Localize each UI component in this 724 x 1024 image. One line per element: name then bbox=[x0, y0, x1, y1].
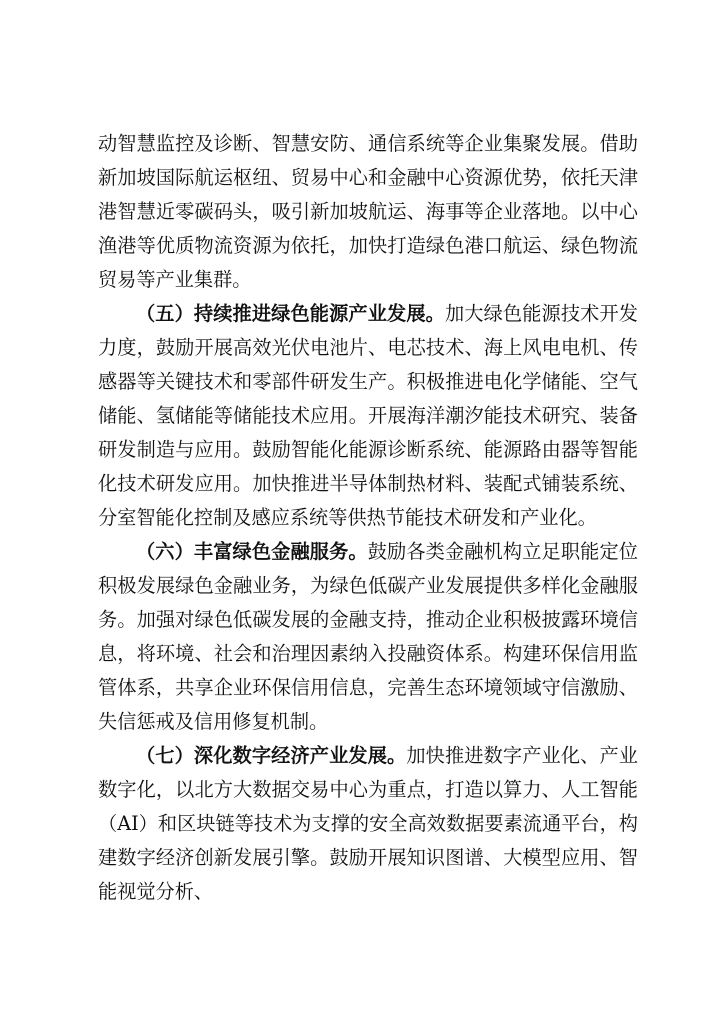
paragraph-text: 鼓励各类金融机构立足职能定位积极发展绿色金融业务，为绿色低碳产业发展提供多样化金融服务。加强对绿色低碳发展的金融支持，推动企业积极披露环境信息，将环境、社会和治理因素纳入投融资体系。构建环保信用监管体系，共享企业环保信用信息，完善生态环境领域守信激励、失信惩戒及信用修复机制。 bbox=[98, 540, 638, 733]
paragraph-continuation bbox=[98, 127, 638, 297]
paragraph-text: 加快推进数字产业化、产业数字化，以北方大数据交易中心为重点，打造以算力、人工智能（AI）和区块链等技术为支撑的安全高效数据要素流通平台，构建数字经济创新发展引擎。鼓励开展知识图谱、大模型应用、智能视觉分析、 bbox=[98, 744, 638, 903]
paragraph-text: 加大绿色能源技术开发力度，鼓励开展高效光伏电池片、电芯技术、海上风电电机、传感器等关键技术和零部件研发生产。积极推进电化学储能、空气储能、氢储能等储能技术应用。开展海洋潮汐能技术研究、装备研发制造与应用。鼓励智能化能源诊断系统、能源路由器等智能化技术研发应用。加快推进半导体制热材料、装配式铺装系统、分室智能化控制及感应系统等供热节能技术研发和产业化。 bbox=[98, 302, 638, 529]
paragraph-green-finance bbox=[98, 535, 638, 739]
paragraph-green-energy bbox=[98, 297, 638, 535]
document-body bbox=[98, 127, 638, 909]
section-heading-digital-economy: （七）深化数字经济产业发展。 bbox=[136, 744, 407, 767]
paragraph-text: 动智慧监控及诊断、智慧安防、通信系统等企业集聚发展。借助新加坡国际航运枢纽、贸易中心和金融中心资源优势，依托天津港智慧近零碳码头，吸引新加坡航运、海事等企业落地。以中心渔港等优质物流资源为依托，加快打造绿色港口航运、绿色物流贸易等产业集群。 bbox=[98, 132, 638, 291]
section-heading-green-energy: （五）持续推进绿色能源产业发展。 bbox=[136, 302, 445, 325]
section-heading-green-finance: （六）丰富绿色金融服务。 bbox=[136, 540, 368, 563]
paragraph-digital-economy bbox=[98, 739, 638, 909]
